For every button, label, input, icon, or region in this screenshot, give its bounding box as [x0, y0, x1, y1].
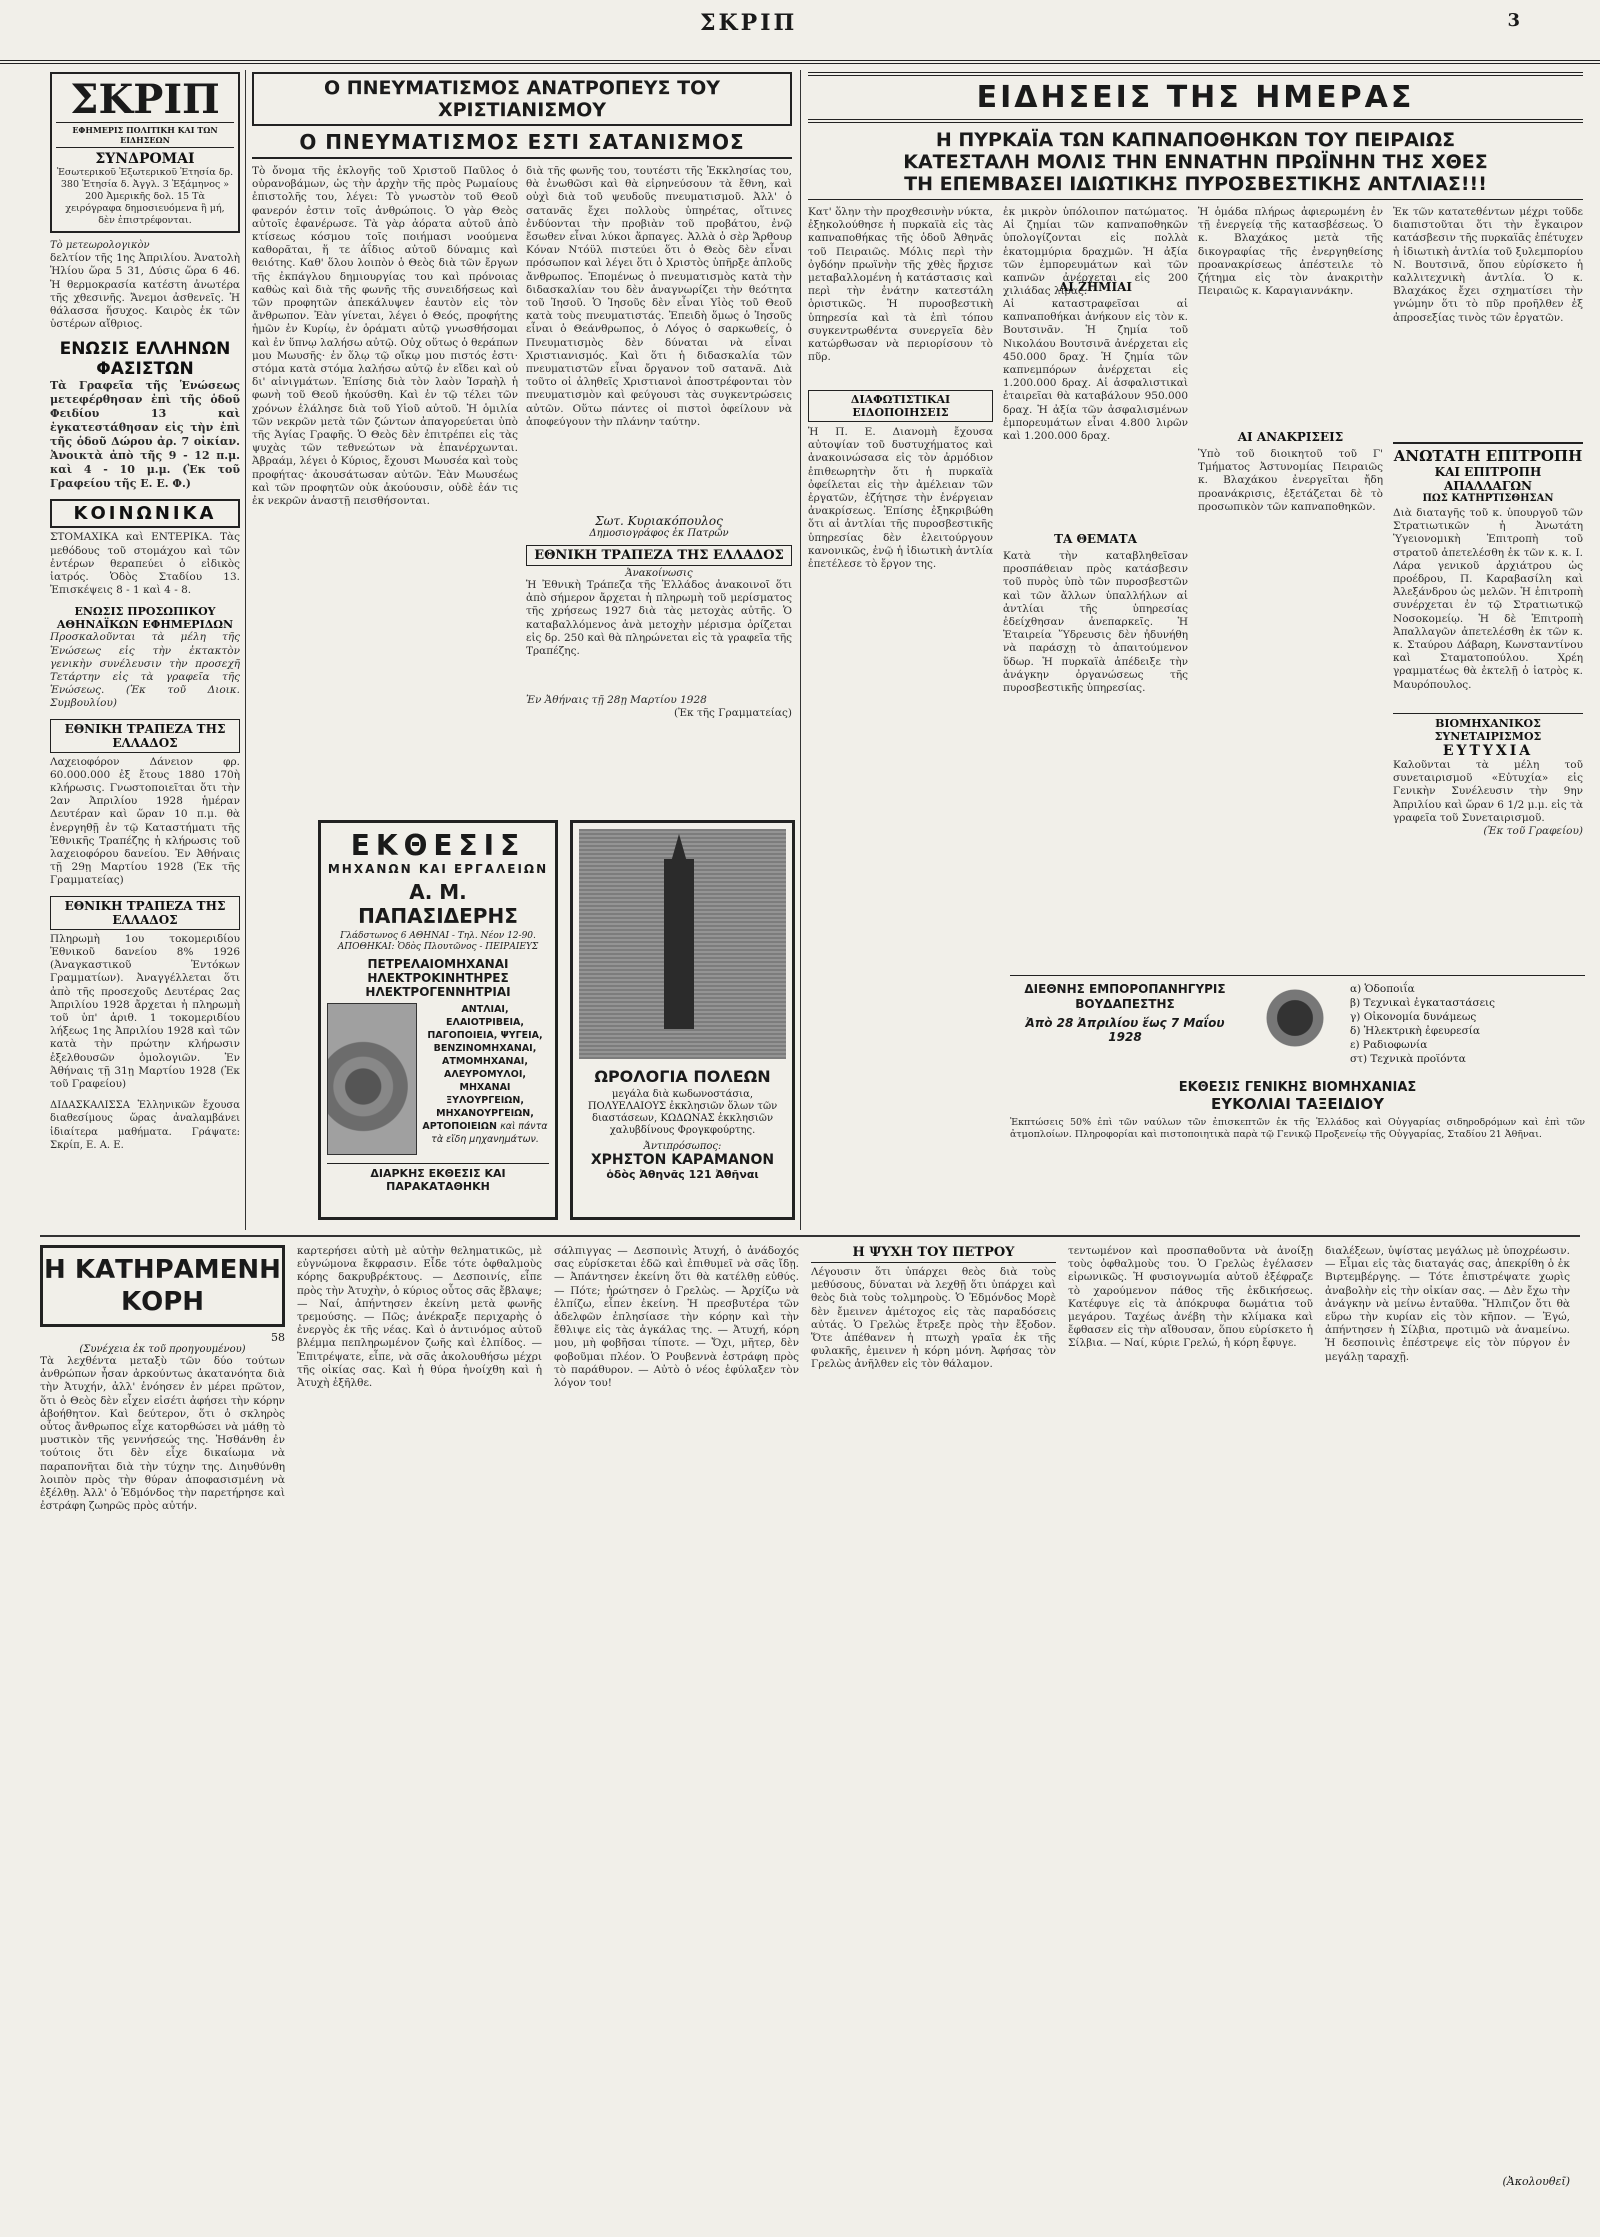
ad-products-tail: καὶ πάντα τὰ εἴδη μηχανημάτων. — [431, 1121, 548, 1145]
ad-footer: ΔΙΑΡΚΗΣ ΕΚΘΕΣΙΣ ΚΑΙ ΠΑΡΑΚΑΤΑΘΗΚΗ — [327, 1163, 549, 1193]
serial-text-4: Λέγουσιν ὅτι ὑπάρχει θεὸς διὰ τοὺς μεθύσους, δύναται νὰ λεχθῇ ὅτι ὑπάρχει καὶ θεὸς διὰ τοὺς τολμηροὺς. Ὁ Ἐδμόνδος Μορὲ δὲν ἔμεινεν ἀμέτοχος εἰς τὰς παραδόσεις αὐτάς. Ὁ Γρελὼς ἔτρεξε πρὸς τὴν ἔξοδον. Ὅτε ἀπέθανεν ἡ πτωχὴ γραῖα ἐκ τῆς φυλακῆς, ἐμεινεν ἡ κόρη μόνη. Ἀφήσας τὸν Γρελὼς ἀνῆλθεν εἰς τὸν θάλαμον. — [811, 1266, 1056, 1371]
damages-text: Αἱ καταστραφεῖσαι αἱ καπναποθήκαι ἀνήκουν εἰς τὸν κ. Βουτσινᾶν. Ἡ ζημία τοῦ Νικολάου Βουτσινᾶ ἀνέρχεται εἰς 450.000 δραχ. Ἡ ζημία τῶν καπνεμπόρων ἀνέρχεται εἰς 1.200.000 δραχ. Αἱ ἀσφαλιστικαὶ ἑταιρεῖαι θὰ καταβάλουν 950.000 δραχ. Ἡ ἀξία τῶν ἀσφαλισμένων ἐμπορευμάτων εἶναι 4.800 λιρῶν καὶ 1.200.000 δραχ. — [1003, 298, 1188, 443]
ad-line-3: ΗΛΕΚΤΡΟΓΕΝΝΗΤΡΙΑΙ — [365, 985, 511, 999]
clocks-address: ὁδὸς Ἀθηνᾶς 121 Ἀθῆναι — [606, 1168, 759, 1181]
logo: ΣΚΡΙΠ — [70, 76, 220, 123]
fire-text-4: Ἡ ὁμάδα πλήρως ἀφιερωμένη ἐν τῇ ἐνεργείᾳ τῆς κατασβέσεως. Ὁ κ. Βλαχάκος μετὰ τῆς δικογραφίας τῆς ἐνεργηθείσης προανακρίσεως ἀπέστειλε τὸ ζήτημα εἰς τὸν ἀνακριτὴν Πειραιῶς κ. Καραγιαννάκην. — [1198, 206, 1383, 298]
fire-text-3: Ἐκ τῶν κατατεθέντων μέχρι τοῦδε διαπιστοῦται ὅτι τὴν ἔγκαιρον κατάσβεσιν τῆς πυρκαϊᾶς ἐπέτυχεν ἡ ἰδιωτικὴ ἀντλία τοῦ ξυλεμπορίου Ν. Βουτσινᾶ, ὅπου εὑρίσκετο ἡ καλλιτεχνικὴ ἀντλία. Ὁ κ. Βλαχάκος ἔχει σχηματίσει τὴν γνώμην ὅτι τὸ πῦρ προῆλθεν ἐξ ἀπροσεξίας τινὸς τῶν ἐργατῶν. — [1393, 206, 1583, 324]
article-col-2-wrap — [526, 165, 792, 765]
union-text: Προσκαλοῦνται τὰ μέλη τῆς Ἑνώσεως εἰς τὴν ἐκτακτὸν γενικὴν συνέλευσιν τὴν προσεχῆ Τετάρτην εἰς τὰ γραφεῖα τῆς Ἑνώσεως. (Ἐκ τοῦ Διοικ. Συμβουλίου) — [50, 631, 240, 710]
fair-list — [1350, 982, 1585, 1072]
fair-list-item: β) Τεχνικαὶ ἐγκαταστάσεις — [1350, 997, 1496, 1009]
column-divider — [245, 70, 246, 1230]
ad-line-1: ΠΕΤΡΕΛΑΙΟΜΗΧΑΝΑΙ — [367, 957, 509, 971]
bank2-title: ΕΘΝΙΚΗ ΤΡΑΠΕΖΑ ΤΗΣ ΕΛΛΑΔΟΣ — [50, 896, 240, 930]
fair-list-item: στ) Τεχνικὰ προϊόντα — [1350, 1053, 1466, 1065]
bank-notice-text: Ἡ Ἐθνικὴ Τράπεζα τῆς Ἑλλάδος ἀνακοινοῖ ὅτι ἀπὸ σήμερον ἄρχεται ἡ πληρωμὴ τοῦ μερίσματος τῆς χρήσεως 1927 διὰ τὰς μετοχὰς αὐτῆς. Ὁ καταβαλλόμενος ἀνὰ μετοχὴν μέρισμα ὁρίζεται εἰς δρ. 250 καὶ θὰ πληρώνεται εἰς τὰ γραφεῖα τῆς Τραπέζης. — [526, 579, 792, 658]
fair-expo: ΕΚΘΕΣΙΣ ΓΕΝΙΚΗΣ ΒΙΟΜΗΧΑΝΙΑΣ — [1178, 1080, 1417, 1095]
serial-columns — [40, 1245, 1585, 2205]
serial-col-6 — [1325, 1245, 1570, 2205]
logo-box — [50, 72, 240, 233]
bank-notice-sub: Ἀνακοίνωσις — [625, 568, 693, 579]
bank1-text: Λαχειοφόρον Δάνειον φρ. 60.000.000 ἐξ ἔτους 1880 170ὴ κλήρωσις. Γνωστοποιεῖται ὅτι τὴν 2αν Ἀπριλίου 1928 ἡμέραν Δευτέραν καὶ ὥραν 10 π.μ. θὰ ἐνεργηθῇ ἐν τῷ Καταστήματι τῆς Ἐθνικῆς Τραπέζης ἡ κλήρωσις τοῦ λαχειοφόρου δανείου. Ἐν Ἀθήναις τῇ 29ῃ Μαρτίου 1928 (Ἐκ τῆς Γραμματείας) — [50, 755, 240, 887]
serial-text-1: Τὰ λεχθέντα μεταξὺ τῶν δύο τούτων ἀνθρώπων ἦσαν ἀρκούντως ἀκατανόητα διὰ τὴν Ἀτυχήν, ἀλλ' ἐνόησεν ἐν μέρει πρῶτον, ὅτι ὁ Θεὸς δὲν εἶχεν εἰσέτι ἀφήσει τὴν κόρην ἀβοήθητον. Καὶ δεύτερον, ὅτι ὁ σκληρὸς οὗτος ἄνθρωπος εἶχε κατορθώσει νὰ μάθῃ τὸ μυστικὸν τῆς γεννήσεώς της. Ἡσθάνθη ἐν τούτοις ὅτι δὲν εἶχε δικαίωμα νὰ παραπονῆται διὰ τὴν τύχην της. Διηυθύνθη λοιπὸν πρὸς τὴν θύραν ἀποφασισμένη νὰ ἐξέλθῃ. Ἀλλ' ὁ Ἐδμόνδος τὴν παρετήρησε καὶ ἐστράφη ζωηρῶς πρὸς αὐτήν. — [40, 1355, 285, 1513]
fire-col-b — [1003, 206, 1188, 906]
ad-company: Α. Μ. ΠΑΠΑΣΙΔΕΡΗΣ — [358, 880, 518, 928]
ad-products-list — [421, 1003, 549, 1155]
bank-notice-title: ΕΘΝΙΚΗ ΤΡΑΠΕΖΑ ΤΗΣ ΕΛΛΑΔΟΣ — [526, 545, 792, 566]
engine-illustration — [327, 1003, 417, 1155]
subscriptions-title: ΣΥΝΔΡΟΜΑΙ — [95, 151, 195, 167]
committee-title: ΑΝΩΤΑΤΗ ΕΠΙΤΡΟΠΗ — [1393, 442, 1583, 465]
fair-list-item: γ) Οἰκονομία δυνάμεως — [1350, 1011, 1477, 1023]
fair-left — [1010, 982, 1240, 1072]
committee-question: ΠΩΣ ΚΑΤΗΡΤΙΣΘΗΣΑΝ — [1422, 493, 1554, 504]
clocks-title: ΩΡΟΛΟΓΙΑ ΠΟΛΕΩΝ — [594, 1067, 771, 1086]
bank1-title: ΕΘΝΙΚΗ ΤΡΑΠΕΖΑ ΤΗΣ ΕΛΛΑΔΟΣ — [50, 719, 240, 753]
article-columns — [252, 165, 792, 765]
investigation-heading: ΔΙΑΦΩΤΙΣΤΙΚΑΙ ΕΙΔΟΠΟΙΗΣΕΙΣ — [808, 390, 993, 422]
serial-text-2: καρτερήσει αὐτὴ μὲ αὐτὴν θεληματικῶς, μὲ εὐγνώμονα ἔκφρασιν. Εἶδε τότε ὀφθαλμοὺς κόρης δακρυβρέκτους. — Δεσποινίς, εἶπε πρὸς τὴν Ἀτυχὴν, ὁ κύριος οὗτος σᾶς ἔβλαψε; — Ναί, ἀπήντησεν ἐκείνη μετὰ φωνῆς τρεμούσης. — Πῶς; ἀνέκραξε περιχαρὴς ὁ ἐνεργὸς ἐκ τῆς νέας. Καὶ ὁ ἀντινόμος αὐτοῦ βλέμμα πεπληρωμένον ζωῆς καὶ ἐλπίδος. — Ἐπιτρέψατε, εἶπε, νὰ σᾶς ἀκολουθήσω μέχρι τῆς οἰκίας σας. Καὶ ἡ θύρα ἠνοίχθη καὶ ἡ Ἀτυχὴ ἐξῆλθε. — [297, 1245, 542, 1390]
inquiries-heading: ΑΙ ΑΝΑΚΡΙΣΕΙΣ — [1237, 430, 1344, 444]
fire-headline-1: Η ΠΥΡΚΑΪΑ ΤΩΝ ΚΑΠΝΑΠΟΘΗΚΩΝ ΤΟΥ ΠΕΙΡΑΙΩΣ — [935, 129, 1456, 151]
serial-section — [40, 1245, 1585, 2225]
fair-emblem — [1250, 982, 1340, 1072]
fire-col-a — [808, 206, 993, 906]
fair-list-item: ε) Ραδιοφωνία — [1350, 1039, 1428, 1051]
serial-title: Η ΚΑΤΗΡΑΜΕΝΗ ΚΟΡΗ — [40, 1245, 285, 1327]
serial-continued: (Συνέχεια ἐκ τοῦ προηγουμένου) — [79, 1344, 246, 1355]
subscriptions-text: Ἐσωτερικοῦ Ἐξωτερικοῦ Ἐτησία δρ. 380 Ἐτησία δ. Ἀγγλ. 3 Ἐξάμηνος » 200 Ἀμερικῆς δολ. 15 Τὰ χειρόγραφα δημοσιευόμενα ἢ μή, δὲν ἐπιστρέφονται. — [56, 167, 234, 226]
damages-heading: ΑΙ ΖΗΜΙΑΙ — [1058, 280, 1133, 294]
serial-text-3: σάλπιγγας — Δεσποινὶς Ἀτυχή, ὁ ἀνάδοχός σας εὑρίσκεται ἐδῶ καὶ ἐπιθυμεῖ νὰ σᾶς ἴδῃ. — Ἀπάντησεν ἐκείνη ὅτι θὰ κατέλθῃ εὐθύς. — Πότε; ἠρώτησεν ὁ Γρελὼς. — Ἀρχίζω νὰ ἐλπίζω, εἶπεν ἐκείνη. Ἡ πρεσβυτέρα τῶν ἀδελφῶν ἐπλησίασε τὴν κόρην καὶ τὴν ἔθλιψε εἰς τὰς ἀγκάλας της. — Ἀτυχή, κόρη μου, μὴ φοβῆσαι τίποτε. — Ὄχι, μῆτερ, δὲν φοβοῦμαι πλέον. Ὁ Ρουβεννὰ ἐστράφη πρὸς τὸ παράθυρον. — Αὐτὸ ὁ νέος ἐφύλαξεν τὸν λόγον του! — [554, 1245, 799, 1390]
weather-block — [50, 239, 240, 331]
fair-text: Ἐκπτώσεις 50% ἐπὶ τῶν ναύλων τῶν ἐπισκεπτῶν ἐκ τῆς Ἑλλάδος καὶ Οὐγγαρίας σιδηροδρόμων καὶ ἐπὶ τῶν ἀτμοπλοίων. Πληροφορίαι καὶ πιστοποιητικὰ παρὰ τῷ Γενικῷ Προξενείῳ τῆς Οὐγγαρίας, Σταδίου 21 Ἀθῆναι. — [1010, 1117, 1585, 1140]
topics-text: Κατὰ τὴν καταβληθεῖσαν προσπάθειαν πρὸς κατάσβεσιν τοῦ πυρὸς ὑπὸ τῶν πυροσβεστῶν καὶ τῶν ἄλλων ὑπαλλήλων αἱ ἀντλίαι τῆς ὑπηρεσίας ἐδείχθησαν ἀνεπαρκεῖς. Ἡ Ἑταιρεία Ὕδρευσις δὲν ἠδυνήθη νὰ παράσχῃ τὸ ἀπαιτούμενον ὕδωρ. Ἡ πυρκαϊὰ ἀπέδειξε τὴν ἀνάγκην ὀργανώσεως τῆς πυροσβεστικῆς ὑπηρεσίας. — [1003, 550, 1188, 695]
social-title: ΚΟΙΝΩΝΙΚΑ — [50, 499, 240, 528]
page-number: 3 — [1507, 10, 1520, 31]
serial-col-4 — [811, 1245, 1056, 2205]
left-column — [50, 72, 240, 1232]
enosis-title: ΕΝΩΣΙΣ ΕΛΛΗΝΩΝ ΦΑΣΙΣΤΩΝ — [59, 339, 231, 380]
bank-notice-sign: (Ἐκ τῆς Γραμματείας) — [674, 707, 792, 720]
ad-title: ΕΚΘΕΣΙΣ — [350, 829, 526, 862]
clocks-text: μεγάλα διὰ κωδωνοστάσια, ΠΟΛΥΕΛΑΙΟΥΣ ἐκκλησιῶν ὅλων τῶν διαστάσεων, ΚΩΔΩΝΑΣ ἐκκλησιῶν χαλυβδίνους Φρογκφούρτης. — [587, 1089, 778, 1136]
clocks-agent-label: Ἀντιπρόσωπος: — [643, 1141, 722, 1152]
budapest-fair-ad — [1010, 975, 1585, 1226]
fair-dates: Ἀπὸ 28 Ἀπριλίου ἕως 7 Μαΐου 1928 — [1025, 1016, 1225, 1044]
serial-chapter-title: Η ΨΥΧΗ ΤΟΥ ΠΕΤΡΟΥ — [811, 1245, 1056, 1263]
ad-body — [327, 1003, 549, 1155]
center-article — [252, 72, 792, 772]
fire-headline-3: ΤΗ ΕΠΕΜΒΑΣΕΙ ΙΔΙΩΤΙΚΗΣ ΠΥΡΟΣΒΕΣΤΙΚΗΣ ΑΝΤΛΙΑΣ!!! — [808, 173, 1583, 200]
ad-subtitle: ΜΗΧΑΝΩΝ ΚΑΙ ΕΡΓΑΛΕΙΩΝ — [327, 862, 549, 876]
fire-headline-2: ΚΑΤΕΣΤΑΛΗ ΜΟΛΙΣ ΤΗΝ ΕΝΝΑΤΗΝ ΠΡΩΪΝΗΝ ΤΗΣ ΧΘΕΣ — [903, 151, 1488, 173]
machinery-ad — [318, 820, 558, 1220]
ad-line-2: ΗΛΕΚΤΡΟΚΙΝΗΤΗΡΕΣ — [367, 971, 509, 985]
fire-text-1: Κατ' ὅλην τὴν προχθεσινὴν νύκτα, ἐξηκολούθησε ἡ πυρκαϊὰ εἰς τὰς καπναποθήκας τῆς ὁδοῦ Ἀθηνᾶς τοῦ Πειραιῶς. Μόλις περὶ τὴν ὀγδόην πρωϊνὴν τῆς χθὲς ἤρχισε μεταβαλλομένη ἡ κατάστασις καὶ περὶ τὴν ἐνάτην κατεστάλη ὁριστικῶς. Ἡ πυροσβεστικὴ ὑπηρεσία καὶ τὰ ἐπὶ τόπου συγκεντρωθέντα συνεργεῖα δὲν κατώρθωσαν νὰ περιορίσουν τὸ πῦρ. — [808, 206, 993, 364]
fire-columns — [808, 206, 1583, 906]
fair-list-item: α) Ὁδοποιΐα — [1350, 983, 1415, 995]
investigation-text: Ἡ Π. Ε. Διανομὴ ἔχουσα αὐτοψίαν τοῦ δυστυχήματος καὶ ἀνακοινώσασα εἰς τὸν ἀρμόδιον ἐπιθεωρητὴν ὅτι ἡ πυρκαϊὰ ὀφείλεται εἰς τὴν ἀμέλειαν τῶν ἐργατῶν, ἐζήτησε τὴν ἐνέργειαν ἀνακρίσεως. Ἐπίσης ἐξηκριβώθη ὅτι αἱ ἀντλίαι τῆς πυροσβεστικῆς ὑπηρεσίας δὲν ἐλειτούργουν κανονικῶς, ἐνῷ ἡ ἰδιωτικὴ ἀντλία ἐπετέλεσε τὸ ἔργον της. — [808, 426, 993, 571]
enosis-text: Τὰ Γραφεῖα τῆς Ἑνώσεως μετεφέρθησαν ἐπὶ τῆς ὁδοῦ Φειδίου 13 καὶ ἐγκατεστάθησαν εἰς τὴν ἐπὶ τῆς ὁδοῦ Δώρου ἀρ. 7 οἰκίαν. Ἀνοικτὰ ἀπὸ τῆς 9 - 12 π.μ. καὶ 4 - 10 μ.μ. (Ἐκ τοῦ Γραφείου τῆς Ε. Ε. Φ.) — [50, 379, 240, 491]
article-byline: Σωτ. Κυριακόπουλος — [595, 514, 723, 528]
ad-products: ΑΝΤΛΙΑΙ, ΕΛΑΙΟΤΡΙΒΕΙΑ, ΠΑΓΟΠΟΙΕΙΑ, ΨΥΓΕΙΑ, ΒΕΝΖΙΝΟΜΗΧΑΝΑΙ, ΑΤΜΟΜΗΧΑΝΑΙ, ΑΛΕΥΡΟΜΥΛΟΙ, ΜΗΧΑΝΑΙ ΞΥΛΟΥΡΓΕΙΩΝ, ΜΗΧΑΝΟΥΡΓΕΙΩΝ, ΑΡΤΟΠΟΙΕΙΩΝ — [422, 1004, 543, 1132]
fair-title: ΔΙΕΘΝΗΣ ΕΜΠΟΡΟΠΑΝΗΓΥΡΙΣ ΒΟΥΔΑΠΕΣΤΗΣ — [1024, 982, 1226, 1011]
committee-text: Διὰ διαταγῆς τοῦ κ. ὑπουργοῦ τῶν Στρατιωτικῶν ἡ Ἀνωτάτη Ὑγειονομικὴ Ἐπιτροπὴ τοῦ στρατοῦ ἀπετελέσθη ἐκ τῶν κ. κ. Ι. Λάρα γενικοῦ ἀρχιάτρου ὡς προέδρου, Π. Καραβασίλη καὶ Ἀλεξάνδρου ὡς μελῶν. Ἡ ἐπιτροπὴ συνέρχεται ἐν τῷ Στρατιωτικῷ Νοσοκομείῳ. Ἡ δὲ Ἐπιτροπὴ Ἀπαλλαγῶν ἀπετελέσθη ἐκ τῶν κ. κ. Σταύρου Δάβαρη, Κωνσταντίνου καὶ Σταματοπούλου. Χρέη γραμματέως θὰ ἐκτελῇ ὁ ἰατρὸς κ. Μαυρόπουλος. — [1393, 507, 1583, 691]
school-notice: ΔΙΔΑΣΚΑΛΙΣΣΑ Ἑλληνικῶν ἔχουσα διαθεσίμους ὥρας ἀναλαμβάνει ἰδιαίτερα μαθήματα. Γράψατε: Σκρίπ, Ε. Α. Ε. — [50, 1100, 240, 1151]
column-divider — [800, 70, 801, 1230]
article-banner: Ο ΠΝΕΥΜΑΤΙΣΜΟΣ ΑΝΑΤΡΟΠΕΥΣ ΤΟΥ ΧΡΙΣΤΙΑΝΙΣΜΟΥ — [252, 72, 792, 126]
logo-subtitle: ΕΦΗΜΕΡΙΣ ΠΟΛΙΤΙΚΗ ΚΑΙ ΤΩΝ ΕΙΔΗΣΕΩΝ — [56, 122, 234, 148]
news-banner: ΕΙΔΗΣΕΙΣ ΤΗΣ ΗΜΕΡΑΣ — [808, 72, 1583, 123]
social-text: ΣΤΟΜΑΧΙΚΑ καὶ ΕΝΤΕΡΙΚΑ. Τὰς μεθόδους τοῦ στομάχου καὶ τῶν ἐντέρων θεραπεύει ὁ εἰδικὸς ἰατρός. Ὁδὸς Σταδίου 13. Ἐπισκέψεις 8 - 1 καὶ 4 - 8. — [50, 531, 240, 597]
tower-shape — [664, 859, 694, 1029]
clocks-ad — [570, 820, 795, 1220]
masthead-name: ΣΚΡΙΠ — [700, 10, 798, 36]
serial-text-6: διαλέξεων, ὑψίστας μεγάλως μὲ ὑποχρέωσιν. — Εἶμαι εἰς τὰς διαταγάς σας, ἀπεκρίθη ὁ ἐκ Βιρτεμβέργης. — Τότε ἐπιστρέψατε χωρὶς ἀναβολὴν εἰς τὴν οἰκίαν σας. — Δὲν ἔχω τὴν ἀνάγκην νὰ μείνω ἐνταῦθα. Ἤλπιζον ὅτι θὰ εὕρω τὴν κυρίαν εἰς τὸν κῆπον. — Ἐγώ, ἀπήντησεν ἡ Σίλβια, προτιμῶ νὰ ἀναμείνω. Ἡ δεσποινὶς ἐπέστρεψε εἰς τὸν πύργον ἐν μεγάλῃ ταραχῇ. — [1325, 1245, 1570, 1363]
fire-text-2: ἐκ μικρὸν ὑπόλοιπον πατώματος. Αἱ ζημίαι τῶν καπναποθηκῶν ὑπολογίζονται εἰς πολλὰ ἑκατομμύρια δραχμῶν. Ἡ ἀξία τῶν ἐμπορευμάτων καὶ τῶν καπνῶν ἀνέρχεται εἰς 200 χιλιάδας λίρας. — [1003, 206, 1188, 298]
serial-col-1 — [40, 1245, 285, 2205]
serial-text-5: τεντωμένον καὶ προσπαθοῦντα νὰ ἀνοίξῃ τοὺς ὀφθαλμοὺς του. Ὁ Γρελὼς ἐγέλασεν εἰρωνικῶς. Ἡ φυσιογνωμία αὐτοῦ ἐξέφραζε τὸ χαρούμενον πάθος τῆς ἐκδικήσεως. Κατέφυγε εἰς τὰ ἀπόκρυφα δωμάτια τοῦ μεγάρου. Ταχέως ἀνέβη τὴν κλίμακα καὶ ἔφθασεν εἰς τὴν αἴθουσαν, ὅπου εὑρίσκετο ἡ Σίλβια. — Ναί, κύριε Γρελώ, ἡ κόρη ἔφυγε. — [1068, 1245, 1313, 1350]
article-subtitle: Ο ΠΝΕΥΜΑΤΙΣΜΟΣ ΕΣΤΙ ΣΑΤΑΝΙΣΜΟΣ — [252, 130, 792, 159]
fire-col-c — [1198, 206, 1383, 906]
article-byline-role: Δημοσιογράφος ἐκ Πατρῶν — [589, 528, 729, 539]
fair-top — [1010, 982, 1585, 1072]
bank2-text: Πληρωμὴ 1ου τοκομεριδίου Ἐθνικοῦ δανείου 8% 1926 (Ἀναγκαστικοῦ Ἐντόκων Γραμματίων). Ἀναγγέλλεται ὅτι ἀπὸ τῆς προσεχοῦς Δευτέρας 2ας Ἀπριλίου 1928 ἄρχεται ἡ πληρωμὴ τοῦ ὑπ' ἀριθ. 1 τοκομεριδίου λήξεως 1ης Ἀπριλίου 1928 καὶ τῶν κατὰ τὴν πρώτην κλήρωσιν ἐξελθουσῶν ὁμολογιῶν. Ἐν Ἀθήναις τῇ 31ῃ Μαρτίου 1928 (Ἐκ τοῦ Γραφείου) — [50, 932, 240, 1090]
fire-col-d — [1393, 206, 1583, 906]
coop-name: ΕΥΤΥΧΙΑ — [1442, 743, 1534, 759]
masthead — [0, 0, 1600, 64]
serial-number: 58 — [271, 1331, 285, 1344]
serial-end: (Ἀκολουθεῖ) — [1502, 2175, 1570, 2188]
spire-shape — [671, 834, 687, 862]
coop-title: ΒΙΟΜΗΧΑΝΙΚΟΣ ΣΥΝΕΤΑΙΡΙΣΜΟΣ — [1393, 713, 1583, 743]
fair-travel: ΕΥΚΟΛΙΑΙ ΤΑΞΕΙΔΙΟΥ — [1210, 1095, 1385, 1113]
committee-subtitle: ΚΑΙ ΕΠΙΤΡΟΠΗ ΑΠΑΛΛΑΓΩΝ — [1434, 465, 1542, 493]
article-col-2: διὰ τῆς φωνῆς του, τουτέστι τῆς Ἐκκλησίας του, θὰ ἐνωθῶσι καὶ θὰ εἰρηνεύσουν τὰ ἔθνη, καὶ οὐχὶ διὰ τοῦ ψευδοῦς πνευματισμοῦ. Ἀλλ' ὁ σατανᾶς ἔχει πολλοὺς ὑπηρέτας, οἵτινες ἐνδύονται τὴν προβιὰν τοῦ προβάτου, ἐνῷ ἔσωθεν εἶναι λύκοι ἅρπαγες. Ἀλλὰ ὁ σὲρ Ἄρθουρ Κόναν Ντόϋλ πιστεύει ὅτι ὁ Θεὸς δὲν εἶναι πρόσωπον καὶ λέγει ὅτι ὁ Χριστὸς ὑπῆρξε ἁπλοῦς ἄνθρωπος. Ἐπομένως ὁ πνευματισμὸς κατὰ τὴν διδασκαλίαν του δὲν ἀναγνωρίζει τὴν θεότητα τοῦ Ἰησοῦ. Ὁ Ἰησοῦς δὲν εἶναι Υἱὸς τοῦ Θεοῦ κατὰ τοὺς πνευματιστάς. Ἐπειδὴ ὅμως ὁ Ἰησοῦς εἶναι ὁ Θεάνθρωπος, ὁ Λόγος ὁ σαρκωθείς, ὁ Πνευματισμὸς δὲν δύναται νὰ εἶναι Χριστιανισμός. Καὶ ὅτι ἡ διδασκαλία τῶν πνευματιστῶν εἶναι ὄργανον τοῦ σατανᾶ. Διὰ τοῦτο οἱ ἀληθεῖς Χριστιανοὶ ἀποστρέφονται τὸν πνευματισμὸν καὶ φεύγουσι τὰς συγκεντρώσεις αὐτῶν. Οὕτω πάντες οἱ πιστοὶ ὀφείλουν νὰ ἀποφεύγουν τὴν πλάνην ταύτην. — [526, 165, 792, 428]
union-title: ΕΝΩΣΙΣ ΠΡΟΣΩΠΙΚΟΥ ΑΘΗΝΑΪΚΩΝ ΕΦΗΜΕΡΙΔΩΝ — [56, 605, 234, 632]
bank-notice-date: Ἐν Ἀθήναις τῇ 28ῃ Μαρτίου 1928 — [526, 694, 707, 706]
inquiries-text: Ὑπὸ τοῦ διοικητοῦ τοῦ Γ' Τμήματος Ἀστυνομίας Πειραιῶς κ. Βλαχάκου ἐνεργεῖται ἤδη προανάκρισις, ἐξετάζεται δὲ τὸ προσωπικὸν τῶν καπναποθηκῶν. — [1198, 448, 1383, 513]
coop-sign: (Ἐκ τοῦ Γραφείου) — [1483, 825, 1583, 838]
fair-list-item: δ) Ἠλεκτρικὴ ἐφευρεσία — [1350, 1025, 1480, 1037]
ad-address: Γλάδστωνος 6 ΑΘΗΝΑΙ - Τηλ. Νέον 12-90. ΑΠΟΘΗΚΑΙ: Ὁδὸς Πλουτῶνος - ΠΕΙΡΑΙΕΥΣ — [337, 931, 539, 952]
section-divider — [40, 1235, 1580, 1237]
clocks-agent: ΧΡΗΣΤΟΝ ΚΑΡΑΜΑΝΟΝ — [590, 1152, 775, 1168]
coop-text: Καλοῦνται τὰ μέλη τοῦ συνεταιρισμοῦ «Εὐτυχία» εἰς Γενικὴν Συνέλευσιν τὴν 9ην Ἀπριλίου καὶ ὥραν 6 1/2 μ.μ. εἰς τὰ γραφεῖα τοῦ Συνεταιρισμοῦ. — [1393, 759, 1583, 824]
topics-heading: ΤΑ ΘΕΜΑΤΑ — [1054, 532, 1137, 546]
weather-text: δελτίον τῆς 1ης Ἀπριλίου. Ἀνατολὴ Ἡλίου ὥρα 5 31, Δύσις ὥρα 6 46. Ἡ θερμοκρασία κατέστη ἀνωτέρα τῆς χθεσινῆς. Ἄνεμοι ἀσθενεῖς. Ἡ θάλασσα ἥσυχος. Καιρὸς ἐκ τῶν ὑστέρων αἴθριος. — [50, 252, 240, 331]
weather-title: Τὸ μετεωρολογικὸν — [50, 240, 150, 251]
church-tower-photo — [579, 829, 786, 1059]
article-col-1: Τὸ ὄνομα τῆς ἐκλογῆς τοῦ Χριστοῦ Παῦλος ὁ οὐρανοβάμων, ὡς τὴν ἀρχὴν τῆς πρὸς Ρωμαίους ἐπιστολῆς του, λέγει: Τὸ γνωστὸν τοῦ Θεοῦ φανερόν ἐστιν τοῖς ἀνθρώποις. Ὁ γὰρ Θεὸς αὐτοῖς ἐφανέρωσε. Τὰ γὰρ ἀόρατα αὐτοῦ ἀπὸ κτίσεως κόσμου τοῖς ποιήμασι νοούμενα καθορᾶται, ἥ τε ἀΐδιος αὐτοῦ δύναμις καὶ θειότης. Καθ' ὅλου λοιπὸν ὁ Θεὸς διὰ τῶν ἔργων τῆς ἐκπάγλου δημιουργίας του καὶ πρόνοιας καθὼς καὶ διὰ τῆς φωνῆς τῆς συνειδήσεως καὶ τῶν προφητῶν ἀπεκάλυψεν ἑαυτὸν εἰς τὸν ἄνθρωπον. Ἐὰν γίνεται, λέγει ὁ Θεός, προφήτης ἡμῶν ἐν Κυρίῳ, ἐν ὁράματι αὐτῷ γνωσθήσομαι καὶ ἐν ὕπνῳ λαλήσω αὐτῷ. Οὐχ οὕτως ὁ θεράπων μου Μωυσῆς· ἐν ὅλῳ τῷ οἴκῳ μου πιστός ἐστι· στόμα κατὰ στόμα λαλήσω αὐτῷ ἐν εἴδει καὶ οὐ δι' αἰνιγμάτων. Ἐπίσης διὰ τὸν λαὸν Ἰσραὴλ ἡ φωνὴ τοῦ Θεοῦ ἠκούσθη. Καὶ ἐν τῷ τέλει τῶν χρόνων ἐλάλησε διὰ τοῦ Υἱοῦ αὐτοῦ. Ἡ ὁμιλία τῶν νεκρῶν μετὰ τῶν ζώντων ἀπαγορεύεται ὑπὸ τῆς Ἁγίας Γραφῆς. Ὁ Θεὸς δὲν ἐπιτρέπει εἰς τὰς ψυχὰς τῶν τεθνεώτων νὰ ἐπανέρχωνται. Ἀβραάμ, λέγει ὁ Κύριος, ἔχουσι Μωυσέα καὶ τοὺς προφήτας· ἀκουσάτωσαν αὐτῶν. Ἐὰν Μωυσέως καὶ τῶν προφητῶν οὐκ ἀκούουσιν, οὐδὲ ἐάν τις ἐκ νεκρῶν ἀναστῇ πεισθήσονται. — [252, 165, 518, 508]
